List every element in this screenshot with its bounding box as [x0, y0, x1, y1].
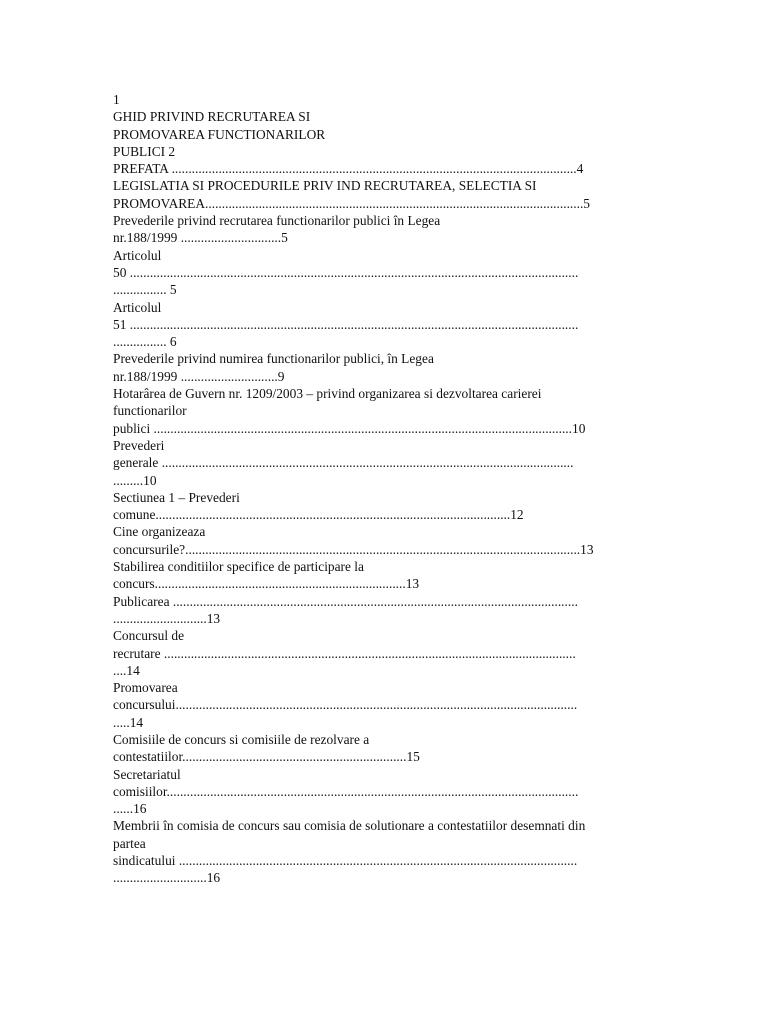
toc-line: concursului........................................................................................................................ [113, 697, 578, 713]
toc-line: concursurile?......................................................................................................................13 [113, 541, 594, 557]
toc-line: concurs...........................................................................13 [113, 576, 420, 592]
toc-line: 51 ...................................................................................................................................... [113, 316, 579, 332]
toc-line: ................ 6 [113, 334, 177, 350]
toc-line: partea [113, 835, 146, 851]
toc-line: ....14 [113, 662, 140, 678]
toc-line: nr.188/1999 ..............................5 [113, 230, 288, 246]
toc-line: PREFATA .........................................................................................................................4 [113, 161, 584, 177]
toc-line: 1 [113, 92, 120, 107]
toc-line: Articolul [113, 299, 162, 315]
toc-line: ......16 [113, 801, 147, 817]
toc-line: ............................13 [113, 610, 221, 626]
toc-line: Publicarea ......................................................................................................................... [113, 593, 578, 609]
toc-line: comisiilor........................................................................................................................... [113, 783, 579, 799]
toc-line: Comisiile de concurs si comisiile de rezolvare a [113, 731, 370, 747]
toc-line: recrutare ........................................................................................................................... [113, 645, 576, 661]
toc-line: Articolul [113, 247, 162, 263]
toc-line: ................ 5 [113, 282, 177, 298]
toc-line: Hotarârea de Guvern nr. 1209/2003 – privind organizarea si dezvoltarea carierei [113, 386, 542, 402]
toc-line: 50 ...................................................................................................................................... [113, 264, 579, 280]
toc-line: Promovarea [113, 680, 178, 696]
toc-line: contestatiilor...................................................................15 [113, 749, 420, 765]
toc-line: sindicatului ....................................................................................................................... [113, 853, 578, 869]
toc-line: .....14 [113, 714, 144, 730]
toc-line: Concursul de [113, 628, 185, 644]
toc-line: Prevederile privind recrutarea functionarilor publici în Legea [113, 213, 441, 229]
toc-line: publici .............................................................................................................................10 [113, 420, 586, 436]
toc-line: Sectiunea 1 – Prevederi [113, 489, 240, 505]
document-page [113, 91, 658, 887]
toc-line: Membrii în comisia de concurs sau comisia de solutionare a contestatiilor desemnati din [113, 818, 586, 834]
toc-line: Secretariatul [113, 766, 181, 782]
toc-line: LEGISLATIA SI PROCEDURILE PRIV IND RECRUTAREA, SELECTIA SI [113, 178, 537, 194]
toc-line: GHID PRIVIND RECRUTAREA SI [113, 109, 311, 125]
toc-line: nr.188/1999 .............................9 [113, 368, 285, 384]
toc-line: PROMOVAREA.................................................................................................................5 [113, 195, 591, 211]
toc-line: Stabilirea conditiilor specifice de participare la [113, 559, 364, 575]
toc-line: .........10 [113, 472, 157, 488]
toc-line: ............................16 [113, 870, 221, 886]
toc-line: functionarilor [113, 403, 187, 419]
toc-line: Prevederi [113, 437, 165, 453]
toc-line: PUBLICI 2 [113, 143, 176, 159]
toc-line: Cine organizeaza [113, 524, 206, 540]
toc-line: generale ........................................................................................................................... [113, 455, 574, 471]
toc-line: PROMOVAREA FUNCTIONARILOR [113, 126, 326, 142]
toc-line: Prevederile privind numirea functionarilor publici, în Legea [113, 351, 434, 367]
toc-line: comune..........................................................................................................12 [113, 507, 524, 523]
